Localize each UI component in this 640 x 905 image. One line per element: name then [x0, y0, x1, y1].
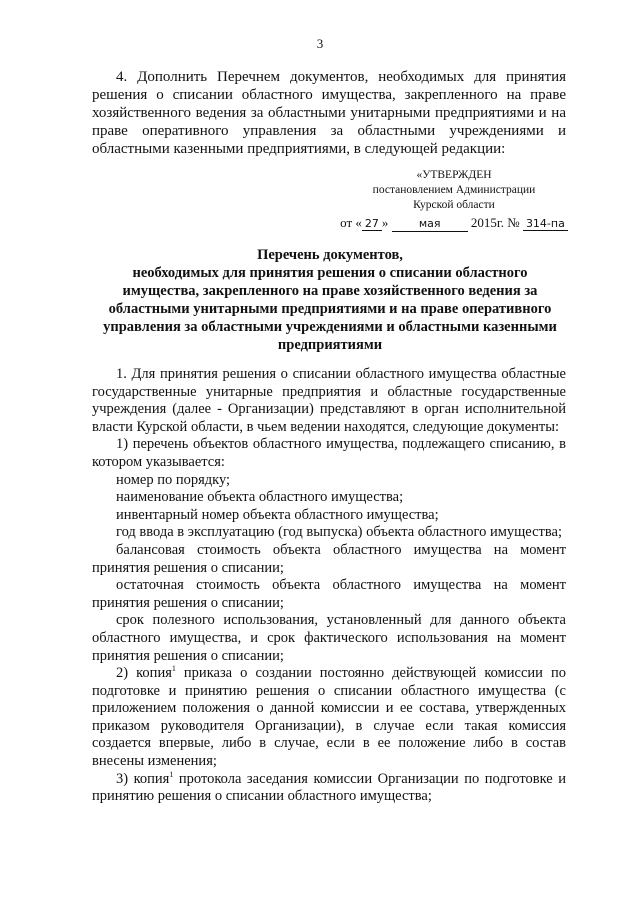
title-line-2: необходимых для принятия решения о списании областного: [132, 265, 528, 281]
title-line-5: управления за областными учреждениями и областными казенными: [103, 319, 557, 335]
intro-paragraph: 4. Дополнить Перечнем документов, необходимых для принятия решения о списании областного имущества, закрепленного на праве хозяйственного ведения за областными унитарными предприятиями и на праве оперативного управления за областными учреждениями и областными казенными предприятиями, в следующей редакции:: [92, 69, 566, 157]
paragraph-5: инвентарный номер объекта областного имущества;: [116, 506, 439, 523]
paragraph-1: 1. Для принятия решения о списании областного имущества областные государственные унитарные предприятия и областные государственные учреждения (далее - Организации) представляют в орган исполнительной власти Курской области, в чьем ведении находятся, следующие документы:: [92, 366, 566, 435]
paragraph-10-text: приказа о создании постоянно действующей комиссии по подготовке и принятию решения о списании областного имущества (с приложением положения о данной комиссии и ее состава, утвержденных приказом руководителя Организации), в случае если такая комиссия создается впервые, либо в случае, если в ее положение либо в состав внесены изменения;: [92, 665, 567, 770]
approval-line-1: «УТВЕРЖДЕН: [416, 169, 492, 181]
title-line-4: областными унитарными предприятиями и на праве оперативного: [108, 301, 552, 317]
date-month: мая: [392, 216, 468, 232]
paragraph-10-lead: 2) копия: [116, 665, 172, 682]
title-line-3: имущества, закрепленного на праве хозяйственного ведения за: [122, 283, 538, 299]
paragraph-3: номер по порядку;: [116, 471, 231, 488]
footnote-mark: 1: [169, 769, 174, 779]
document-title: [100, 246, 560, 354]
paragraph-7: балансовая стоимость объекта областного имущества на момент принятия решения о списании;: [92, 541, 566, 576]
date-day-close: »: [381, 215, 389, 230]
paragraph-9: срок полезного использования, установленный для данного объекта областного имущества, и срок фактического использования на момент принятия решения о списании;: [92, 612, 566, 664]
date-day: 27: [362, 217, 382, 231]
approval-line-3: Курской области: [413, 199, 495, 211]
title-line-6: предприятиями: [277, 337, 383, 353]
paragraph-11-text: протокола заседания комиссии Организации по подготовке и принятию решения о списании областного имущества;: [92, 770, 566, 805]
title-line-1: Перечень документов,: [257, 247, 403, 263]
footnote-mark: 1: [171, 664, 176, 674]
document-body: [92, 366, 566, 806]
paragraph-6: год ввода в эксплуатацию (год выпуска) объекта областного имущества;: [116, 524, 562, 541]
approval-line-2: постановлением Администрации: [372, 184, 536, 196]
paragraph-2: 1) перечень объектов областного имущества, подлежащего списанию, в котором указывается:: [92, 436, 566, 470]
paragraph-4: наименование объекта областного имущества;: [116, 489, 404, 506]
paragraph-10: [92, 665, 566, 771]
paragraph-11-lead: 3) копия: [116, 770, 170, 787]
decree-number: 314-па: [523, 217, 568, 231]
paragraph-8: остаточная стоимость объекта областного имущества на момент принятия решения о списании;: [92, 577, 566, 611]
date-year: 2015г. №: [470, 215, 520, 230]
paragraph-11: [92, 771, 566, 806]
approval-date-line: [330, 215, 578, 232]
page-number: 3: [316, 36, 324, 51]
date-prefix: от «: [340, 215, 362, 230]
approval-stamp: [330, 168, 578, 232]
